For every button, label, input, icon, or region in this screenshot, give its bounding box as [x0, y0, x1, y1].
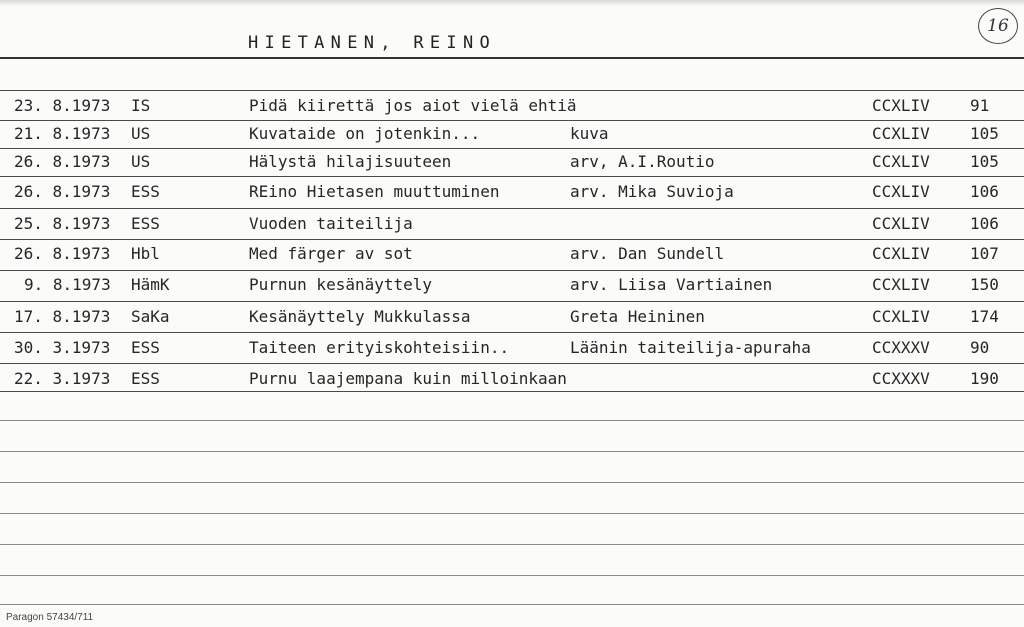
- rule: [0, 482, 1024, 483]
- entry-source: HämK: [131, 275, 170, 294]
- entry-date: 30. 3.1973: [14, 338, 111, 357]
- entry-page: 106: [970, 214, 999, 233]
- table-row: [0, 124, 1024, 150]
- entry-page: 190: [970, 369, 999, 388]
- entry-volume: CCXLIV: [872, 244, 930, 263]
- entry-note: Läänin taiteilija-apuraha: [570, 338, 811, 357]
- entry-title: Purnun kesänäyttely: [249, 275, 433, 294]
- entry-note: arv. Dan Sundell: [570, 244, 725, 263]
- entry-volume: CCXLIV: [872, 275, 930, 294]
- table-row: [0, 182, 1024, 208]
- entry-volume: CCXXXV: [872, 369, 930, 388]
- entry-note: kuva: [570, 124, 609, 143]
- row-rule: [0, 391, 1024, 392]
- entry-volume: CCXXXV: [872, 338, 930, 357]
- entry-date: 21. 8.1973: [14, 124, 111, 143]
- table-row: [0, 275, 1024, 301]
- entry-title: Vuoden taiteilija: [249, 214, 413, 233]
- entry-page: 105: [970, 152, 999, 171]
- entry-page: 174: [970, 307, 999, 326]
- rule: [0, 513, 1024, 514]
- entry-date: 26. 8.1973: [14, 244, 111, 263]
- entry-date: 26. 8.1973: [14, 152, 111, 171]
- entry-date: 26. 8.1973: [14, 182, 111, 201]
- entry-note: arv. Mika Suvioja: [570, 182, 734, 201]
- entry-source: ESS: [131, 369, 160, 388]
- row-rule: [0, 301, 1024, 302]
- row-rule: [0, 176, 1024, 177]
- card-number-circle: [978, 8, 1018, 44]
- print-code: Paragon 57434/711: [6, 612, 94, 623]
- entry-note: Greta Heininen: [570, 307, 705, 326]
- card-number: 16: [987, 16, 1009, 36]
- entry-title: Pidä kiirettä jos aiot vielä ehtiä: [249, 96, 577, 115]
- card-heading-name: HIETANEN, REINO: [248, 33, 497, 53]
- entry-volume: CCXLIV: [872, 182, 930, 201]
- entry-page: 90: [970, 338, 990, 357]
- entry-volume: CCXLIV: [872, 214, 930, 233]
- entry-title: Hälystä hilajisuuteen: [249, 152, 452, 171]
- entry-source: IS: [131, 96, 151, 115]
- rule: [0, 604, 1024, 605]
- entry-page: 107: [970, 244, 999, 263]
- entry-title: Kesänäyttely Mukkulassa: [249, 307, 471, 326]
- rule: [0, 90, 1024, 91]
- entry-title: REino Hietasen muuttuminen: [249, 182, 500, 201]
- rule: [0, 575, 1024, 576]
- row-rule: [0, 363, 1024, 364]
- table-row: [0, 152, 1024, 178]
- entry-source: US: [131, 124, 151, 143]
- entry-source: ESS: [131, 214, 160, 233]
- entry-volume: CCXLIV: [872, 96, 930, 115]
- entry-date: 23. 8.1973: [14, 96, 111, 115]
- entry-page: 106: [970, 182, 999, 201]
- entry-title: Purnu laajempana kuin milloinkaan: [249, 369, 567, 388]
- row-rule: [0, 332, 1024, 333]
- entry-title: Med färger av sot: [249, 244, 413, 263]
- entry-date: 25. 8.1973: [14, 214, 111, 233]
- entry-page: 150: [970, 275, 999, 294]
- entry-date: 17. 8.1973: [14, 307, 111, 326]
- entry-source: Hbl: [131, 244, 160, 263]
- table-row: [0, 96, 1024, 122]
- table-row: [0, 214, 1024, 240]
- entry-title: Kuvataide on jotenkin...: [249, 124, 481, 143]
- row-rule: [0, 208, 1024, 209]
- row-rule: [0, 148, 1024, 149]
- entry-volume: CCXLIV: [872, 152, 930, 171]
- rule: [0, 451, 1024, 452]
- row-rule: [0, 239, 1024, 240]
- row-rule: [0, 120, 1024, 121]
- entry-source: SaKa: [131, 307, 170, 326]
- heading-rule: [0, 57, 1024, 59]
- entry-source: ESS: [131, 182, 160, 201]
- entry-page: 91: [970, 96, 990, 115]
- table-row: [0, 338, 1024, 364]
- entry-date: 9. 8.1973: [24, 275, 111, 294]
- entry-note: arv, A.I.Routio: [570, 152, 715, 171]
- row-rule: [0, 270, 1024, 271]
- table-row: [0, 307, 1024, 333]
- entry-note: arv. Liisa Vartiainen: [570, 275, 773, 294]
- entry-volume: CCXLIV: [872, 307, 930, 326]
- entry-source: ESS: [131, 338, 160, 357]
- entry-title: Taiteen erityiskohteisiin..: [249, 338, 510, 357]
- rule: [0, 544, 1024, 545]
- entry-date: 22. 3.1973: [14, 369, 111, 388]
- table-row: [0, 244, 1024, 270]
- entry-source: US: [131, 152, 151, 171]
- entry-page: 105: [970, 124, 999, 143]
- card-top-edge: [0, 0, 1024, 6]
- entry-volume: CCXLIV: [872, 124, 930, 143]
- rule: [0, 420, 1024, 421]
